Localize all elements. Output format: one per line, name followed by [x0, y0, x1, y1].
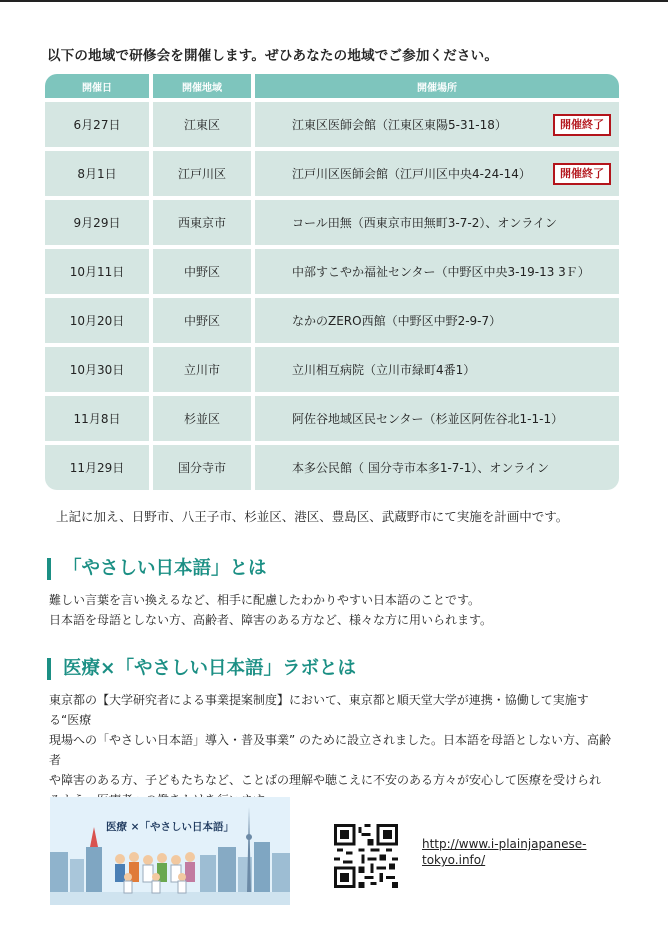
cell-date: 10月11日	[45, 249, 149, 294]
qr-code-icon	[334, 824, 398, 888]
cell-date: 11月8日	[45, 396, 149, 441]
url-line[interactable]: tokyo.info/	[422, 853, 486, 867]
cell-area: 江東区	[153, 102, 251, 147]
cell-date: 10月30日	[45, 347, 149, 392]
ended-badge: 開催終了	[553, 163, 611, 185]
section-body-lab	[49, 690, 614, 810]
table-row	[45, 151, 619, 196]
table-row	[45, 102, 619, 147]
cell-date: 10月20日	[45, 298, 149, 343]
cell-venue: コール田無（西東京市田無町3-7-2）、オンライン	[255, 200, 619, 245]
section-body-yasashii	[49, 590, 614, 630]
header-venue: 開催場所	[255, 74, 619, 98]
cell-venue	[255, 151, 619, 196]
body-line: や障害のある方、子どもたちなど、ことばの理解や聴こえに不安のある方々が安心して医療を受けられ	[49, 773, 602, 787]
cell-venue: 本多公民館（ 国分寺市本多1-7-1）、オンライン	[255, 445, 619, 490]
body-line: 難しい言葉を言い換えるなど、相手に配慮したわかりやすい日本語のことです。	[49, 593, 481, 607]
banner-title: 医療 ×「やさしい日本語」	[106, 821, 234, 833]
cell-area: 立川市	[153, 347, 251, 392]
table-row	[45, 445, 619, 490]
cell-area: 江戸川区	[153, 151, 251, 196]
intro-text: 以下の地域で研修会を開催します。ぜひあなたの地域でご参加ください。	[47, 48, 499, 64]
table-row	[45, 347, 619, 392]
body-line: 日本語を母語としない方、高齢者、障害のある方など、様々な方に用いられます。	[49, 613, 493, 627]
section-heading-lab: 医療×「やさしい日本語」ラボとは	[47, 658, 356, 680]
ended-badge: 開催終了	[553, 114, 611, 136]
cell-date: 8月1日	[45, 151, 149, 196]
cell-venue: 阿佐谷地域区民センター（杉並区阿佐谷北1-1-1）	[255, 396, 619, 441]
website-link[interactable]	[422, 836, 612, 868]
cell-area: 中野区	[153, 249, 251, 294]
cell-date: 6月27日	[45, 102, 149, 147]
cell-area: 中野区	[153, 298, 251, 343]
cell-venue	[255, 102, 619, 147]
cell-venue: 立川相互病院（立川市緑町4番1）	[255, 347, 619, 392]
table-header	[45, 74, 619, 98]
cell-area: 西東京市	[153, 200, 251, 245]
body-line: 現場への「やさしい日本語」導入・普及事業” のために設立されました。日本語を母語としない方、高齢者	[49, 733, 612, 767]
cell-area: 杉並区	[153, 396, 251, 441]
planned-note: 上記に加え、日野市、八王子市、杉並区、港区、豊島区、武蔵野市にて実施を計画中です。	[56, 509, 569, 524]
header-area: 開催地域	[153, 74, 251, 98]
city-illustration	[50, 797, 290, 905]
venue-text: 江戸川区医師会館（江戸川区中央4-24-14）	[292, 167, 531, 181]
body-line: 東京都の【大学研究者による事業提案制度】において、東京都と順天堂大学が連携・協働して実施する“医療	[49, 693, 589, 727]
cell-area: 国分寺市	[153, 445, 251, 490]
header-date: 開催日	[45, 74, 149, 98]
cell-venue: なかのZERO西館（中野区中野2-9-7）	[255, 298, 619, 343]
cell-venue: 中部すこやか福祉センター（中野区中央3-19-13 3Ｆ）	[255, 249, 619, 294]
table-row	[45, 396, 619, 441]
table-row	[45, 249, 619, 294]
cell-date: 9月29日	[45, 200, 149, 245]
section-heading-yasashii: 「やさしい日本語」とは	[47, 558, 267, 580]
top-rule	[0, 0, 668, 2]
table-row	[45, 298, 619, 343]
url-line[interactable]: http://www.i-plainjapanese-	[422, 837, 587, 851]
lab-banner-image	[50, 797, 290, 905]
cell-date: 11月29日	[45, 445, 149, 490]
venue-text: 江東区医師会館（江東区東陽5-31-18）	[292, 118, 507, 132]
schedule-table	[45, 74, 619, 490]
table-row	[45, 200, 619, 245]
